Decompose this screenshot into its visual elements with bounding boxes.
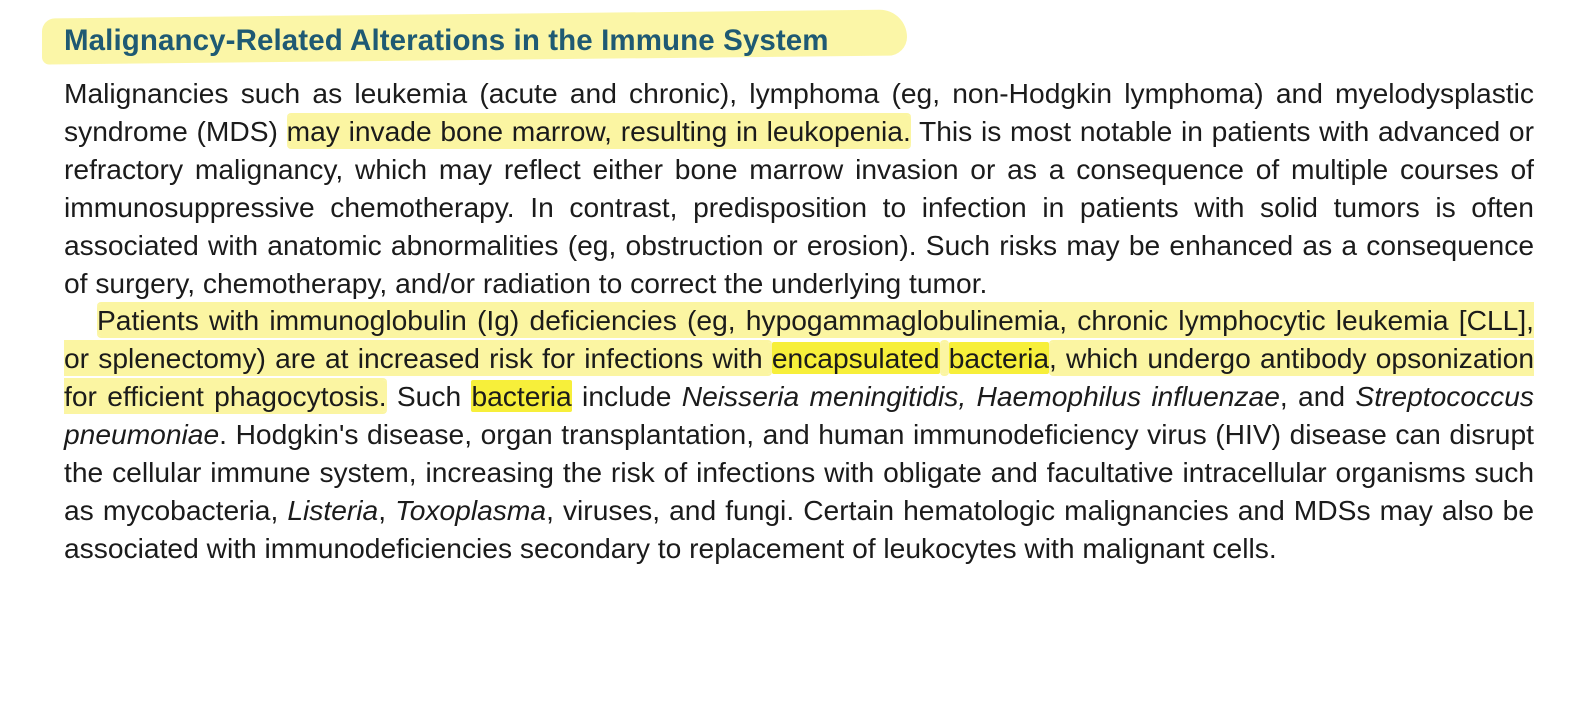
paragraph-2-text: include bbox=[571, 380, 682, 413]
paragraph-1-text: This is most notable in patients with advanced or refractory malignancy, which may reflect either bone marrow invasion or as a consequence of multiple courses of immunosuppressive chemotherapy. In contrast, predisposition to infection in patients with solid tumors is often associated with anatomic abnormalities (eg, obstruction or erosion). Such risks may be enhanced as a consequence of surgery, chemotherapy, and/or radiation to correct the underlying tumor. bbox=[64, 114, 1534, 299]
document-page bbox=[64, 14, 1534, 568]
paragraph-2-text: . Hodgkin's disease, organ transplantation, and human immunodeficiency virus (HIV) disease can disrupt the cellular immune system, increasing the risk of infections with obligate and facultative intracellular organisms such as mycobacteria, bbox=[64, 418, 1534, 526]
strong-highlight-word: encapsulated bbox=[771, 342, 940, 375]
italic-organism-names: Neisseria meningitidis, Haemophilus influenzae bbox=[681, 380, 1280, 413]
italic-organism-name: Streptococcus pneumoniae bbox=[64, 380, 1534, 451]
strong-highlight-word: bacteria bbox=[948, 342, 1050, 375]
paragraph-2-text: , viruses, and fungi. Certain hematologic malignancies and MDSs may also be associated with immunodeficiencies secondary to replacement of leukocytes with malignant cells. bbox=[64, 493, 1535, 564]
paragraph-2-text: Such bbox=[386, 380, 472, 413]
highlighted-phrase: , which undergo antibody opsonization for efficient phagocytosis. bbox=[64, 342, 1534, 413]
italic-organism-name: Toxoplasma bbox=[395, 493, 547, 526]
paragraph-2 bbox=[64, 302, 1534, 567]
paragraph-1-text: Malignancies such as leukemia (acute and chronic), lymphoma (eg, non-Hodgkin lymphoma) and myelodysplastic syndrome (MDS) bbox=[64, 77, 1534, 147]
italic-organism-name: Listeria bbox=[287, 493, 379, 526]
highlighted-phrase: may invade bone marrow, resulting in leukopenia. bbox=[286, 114, 911, 147]
section-heading: Malignancy-Related Alterations in the Immune System bbox=[64, 24, 829, 57]
paragraph-2-text: , and bbox=[1279, 380, 1356, 413]
strong-highlight-word: bacteria bbox=[471, 380, 572, 413]
highlighted-phrase: Patients with immunoglobulin (Ig) deficiencies (eg, hypogammaglobulinemia, chronic lymphocytic leukemia [CLL], or splenectomy) are at increased risk for infections with bbox=[64, 304, 1534, 375]
paragraph-1 bbox=[64, 75, 1534, 302]
highlighted-phrase bbox=[940, 342, 949, 374]
paragraph-2-text: , bbox=[378, 493, 396, 526]
heading-block bbox=[64, 14, 1534, 66]
